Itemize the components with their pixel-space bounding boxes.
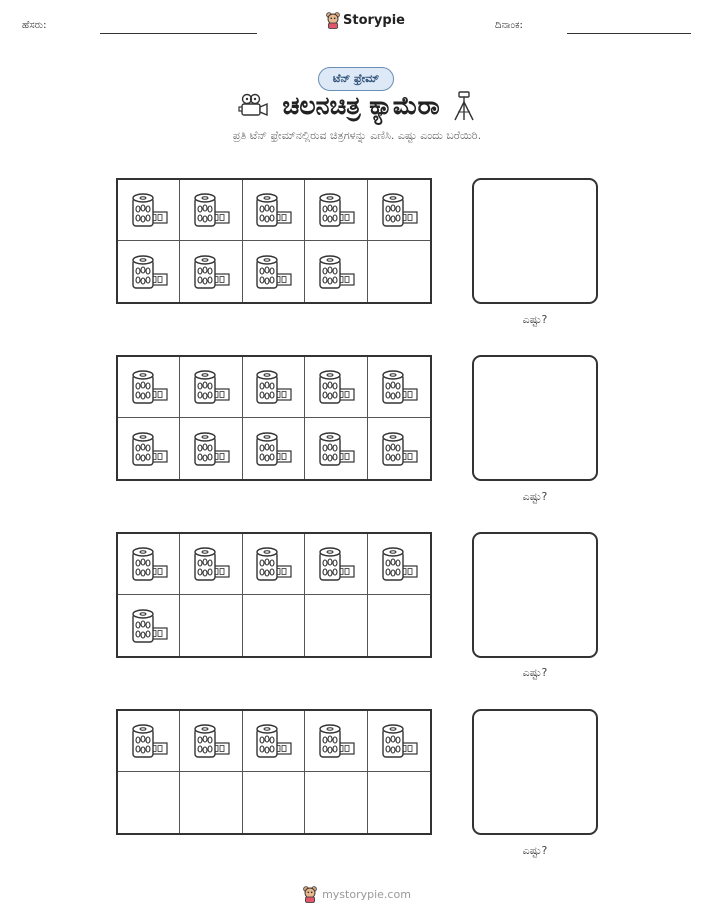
answer-label-3: ಎಷ್ಟು?: [522, 666, 548, 679]
film-reel-icon: [253, 721, 293, 761]
film-reel-icon: [191, 190, 231, 230]
film-reel-icon: [129, 606, 169, 646]
date-label: ದಿನಾಂಕ:: [495, 20, 523, 31]
instructions: ಪ್ರತಿ ಟೆನ್ ಫ್ರೇಮ್‌ನಲ್ಲಿರುವ ಚಿತ್ರಗಳನ್ನು ಎಣಿಸಿ. ಎಷ್ಟು ಎಂದು ಬರೆಯಿರಿ.: [232, 129, 482, 142]
frame-cell: [180, 595, 242, 656]
film-reel-icon: [379, 721, 419, 761]
frame-cell: [118, 180, 180, 241]
storypie-bear-icon: [303, 886, 317, 903]
frame-cell: [180, 241, 242, 302]
film-reel-icon: [316, 544, 356, 584]
frame-cell: [243, 418, 305, 479]
name-label: ಹೆಸರು:: [22, 20, 47, 31]
film-reel-icon: [129, 367, 169, 407]
title-row: [0, 90, 714, 122]
film-reel-icon: [191, 721, 231, 761]
frame-cell: [180, 418, 242, 479]
frame-cell: [368, 595, 430, 656]
film-reel-icon: [316, 190, 356, 230]
film-reel-icon: [379, 190, 419, 230]
frame-cell: [305, 241, 367, 302]
frame-cell: [368, 711, 430, 772]
frame-cell: [305, 534, 367, 595]
film-reel-icon: [253, 429, 293, 469]
frame-cell: [243, 711, 305, 772]
frame-cell: [305, 357, 367, 418]
footer-url: mystorypie.com: [322, 888, 411, 901]
frame-cell: [118, 772, 180, 833]
film-reel-icon: [129, 429, 169, 469]
frame-cell: [368, 772, 430, 833]
frame-cell: [243, 595, 305, 656]
name-line[interactable]: [100, 33, 257, 34]
storypie-logo: [326, 12, 405, 29]
film-reel-icon: [129, 721, 169, 761]
answer-label-1: ಎಷ್ಟು?: [522, 313, 548, 326]
frame-cell: [180, 180, 242, 241]
frame-cell: [180, 357, 242, 418]
film-reel-icon: [316, 252, 356, 292]
ten-frame-2: [116, 355, 432, 481]
frame-cell: [243, 357, 305, 418]
answer-label-4: ಎಷ್ಟು?: [522, 844, 548, 857]
movie-camera-icon: [238, 93, 270, 119]
frame-cell: [305, 772, 367, 833]
frame-cell: [243, 180, 305, 241]
tripod-icon: [452, 90, 476, 122]
film-reel-icon: [379, 429, 419, 469]
frame-cell: [180, 534, 242, 595]
frame-cell: [118, 241, 180, 302]
frame-cell: [243, 772, 305, 833]
answer-box-1[interactable]: [472, 178, 598, 304]
frame-cell: [180, 711, 242, 772]
film-reel-icon: [253, 190, 293, 230]
frame-cell: [180, 772, 242, 833]
film-reel-icon: [316, 429, 356, 469]
film-reel-icon: [191, 429, 231, 469]
film-reel-icon: [191, 252, 231, 292]
ten-frame-3: [116, 532, 432, 658]
answer-box-3[interactable]: [472, 532, 598, 658]
film-reel-icon: [316, 721, 356, 761]
film-reel-icon: [253, 544, 293, 584]
frame-cell: [118, 418, 180, 479]
frame-cell: [368, 534, 430, 595]
film-reel-icon: [379, 544, 419, 584]
frame-cell: [305, 595, 367, 656]
film-reel-icon: [191, 367, 231, 407]
film-reel-icon: [191, 544, 231, 584]
ten-frame-badge: ಟೆನ್ ಫ್ರೇಮ್: [318, 67, 394, 91]
ten-frame-1: [116, 178, 432, 304]
frame-cell: [243, 241, 305, 302]
date-line[interactable]: [567, 33, 691, 34]
storypie-bear-icon: [326, 12, 340, 29]
film-reel-icon: [253, 252, 293, 292]
frame-cell: [243, 534, 305, 595]
answer-box-4[interactable]: [472, 709, 598, 835]
answer-box-2[interactable]: [472, 355, 598, 481]
footer: [0, 886, 714, 903]
frame-cell: [368, 241, 430, 302]
logo-text: Storypie: [343, 13, 405, 28]
ten-frame-4: [116, 709, 432, 835]
frame-cell: [118, 357, 180, 418]
frame-cell: [118, 595, 180, 656]
frame-cell: [368, 418, 430, 479]
film-reel-icon: [129, 544, 169, 584]
film-reel-icon: [316, 367, 356, 407]
film-reel-icon: [379, 367, 419, 407]
film-reel-icon: [129, 190, 169, 230]
frame-cell: [118, 534, 180, 595]
frame-cell: [118, 711, 180, 772]
frame-cell: [368, 357, 430, 418]
page-title: ಚಲನಚಿತ್ರ ಕ್ಯಾಮೆರಾ: [282, 91, 440, 120]
frame-cell: [305, 180, 367, 241]
film-reel-icon: [129, 252, 169, 292]
frame-cell: [305, 418, 367, 479]
answer-label-2: ಎಷ್ಟು?: [522, 490, 548, 503]
frame-cell: [305, 711, 367, 772]
film-reel-icon: [253, 367, 293, 407]
frame-cell: [368, 180, 430, 241]
